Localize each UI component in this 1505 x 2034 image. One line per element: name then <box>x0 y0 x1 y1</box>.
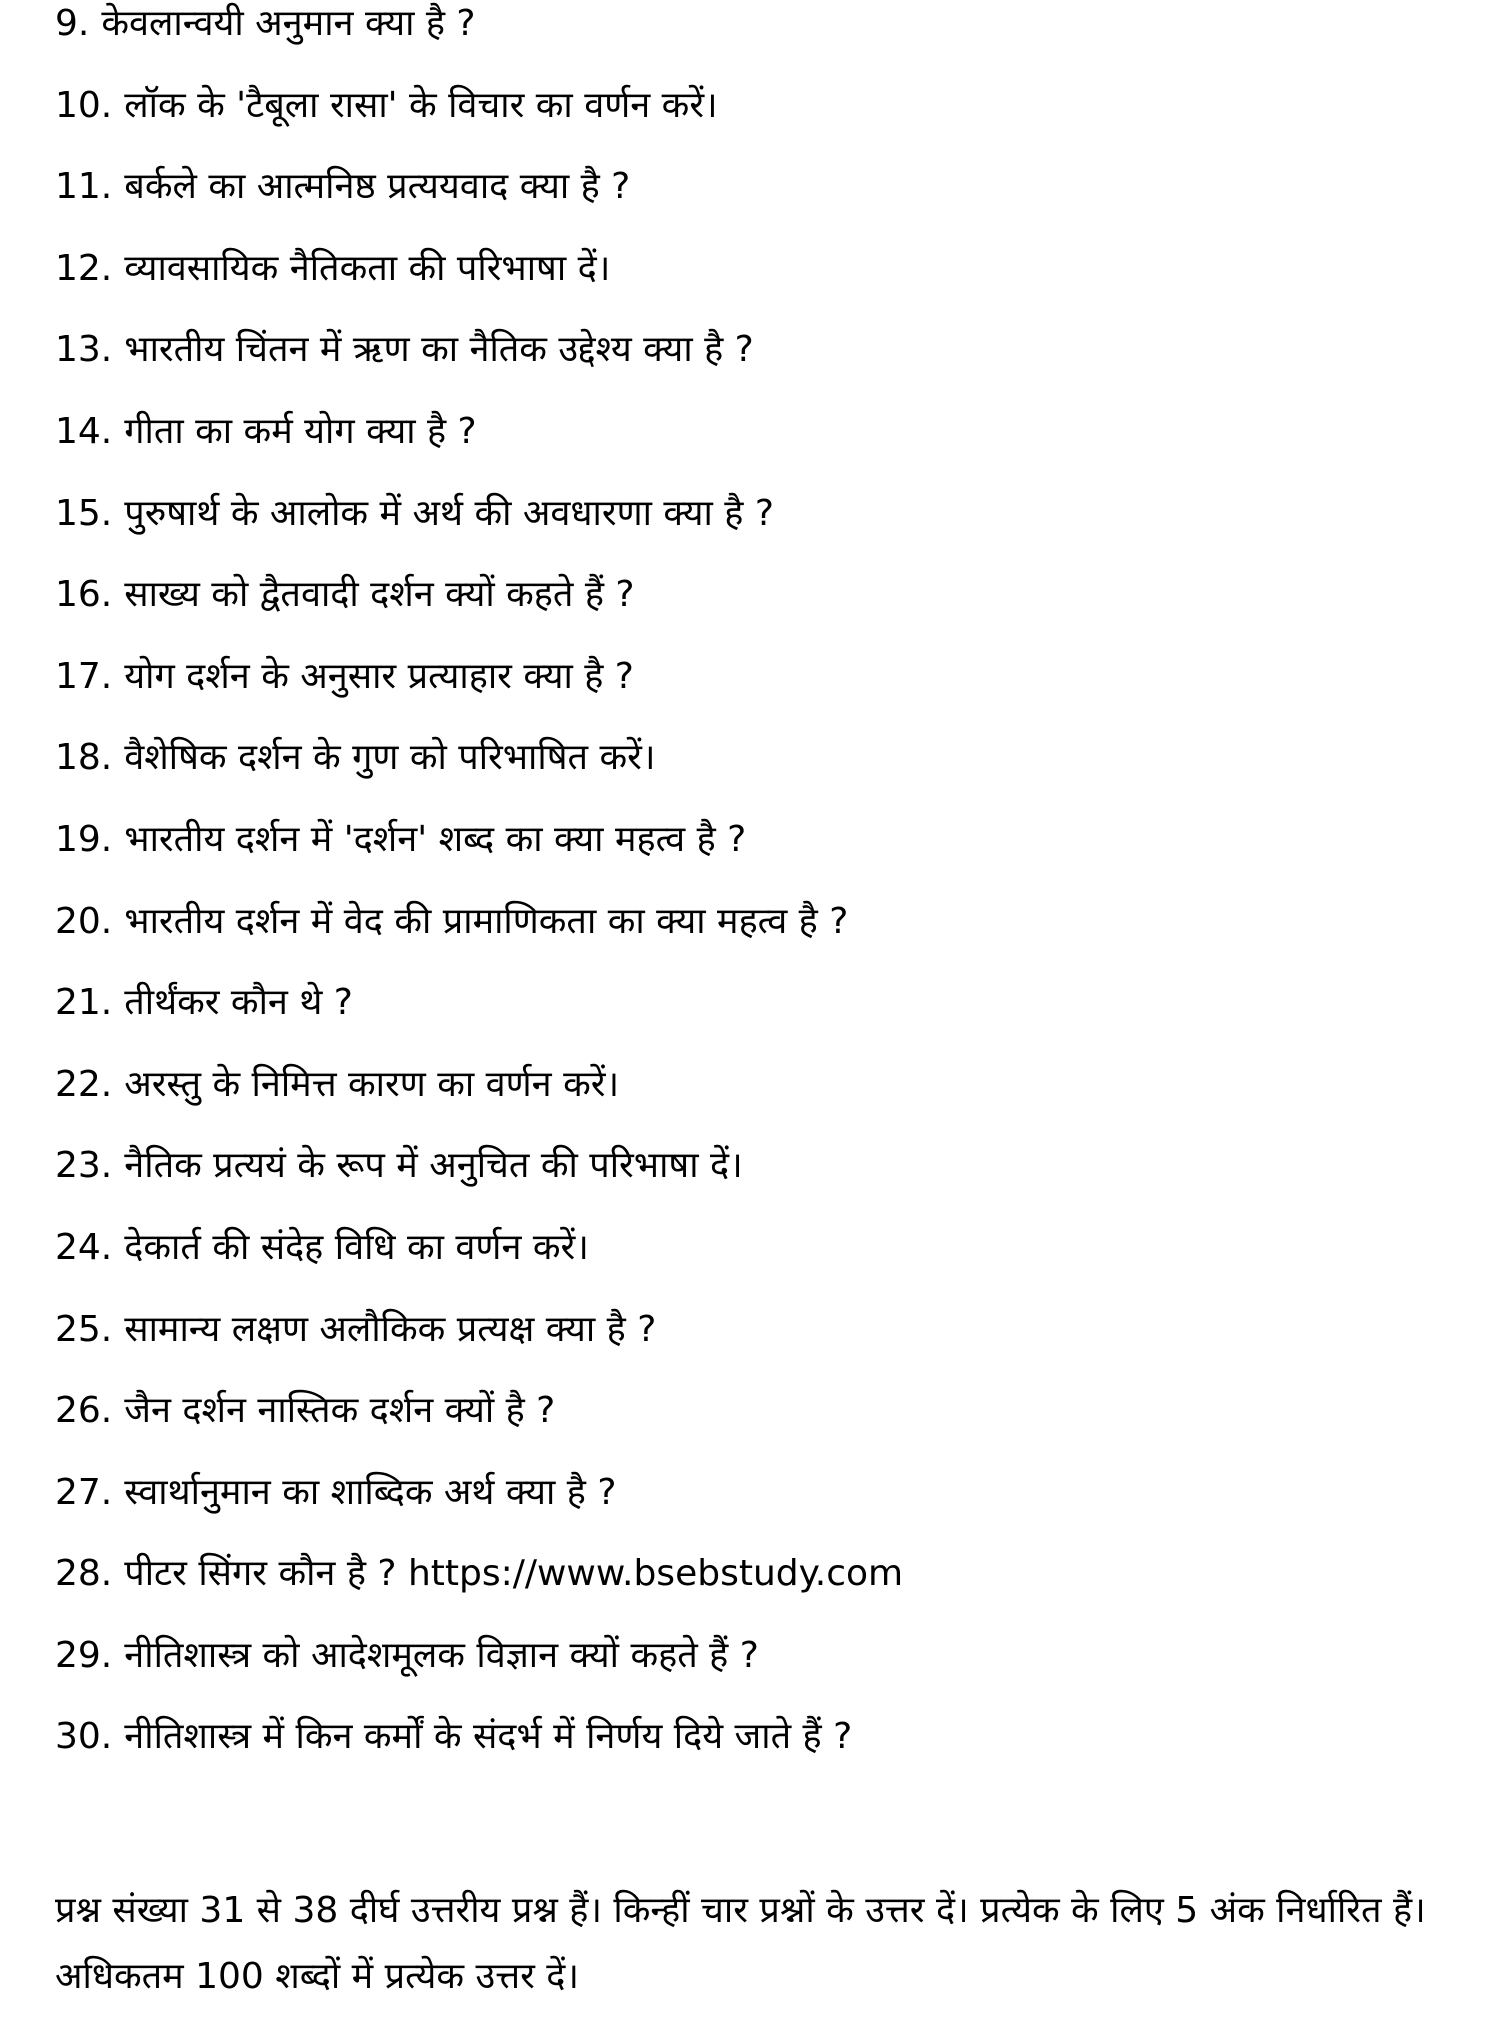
question-list <box>55 0 903 1778</box>
question-number: 28. <box>55 1553 113 1595</box>
question-item <box>55 1044 903 1126</box>
question-number: 27. <box>55 1471 113 1513</box>
question-item <box>55 473 903 555</box>
question-item <box>55 1207 903 1289</box>
question-number: 15. <box>55 492 113 534</box>
question-text: जैन दर्शन नास्तिक दर्शन क्यों है ? <box>124 1390 556 1432</box>
question-number: 30. <box>55 1716 113 1758</box>
question-text: साख्य को द्वैतवादी दर्शन क्यों कहते हैं ? <box>124 574 635 616</box>
question-item <box>55 228 903 310</box>
question-number: 29. <box>55 1634 113 1676</box>
question-number: 9. <box>55 3 90 44</box>
question-text: भारतीय दर्शन में 'दर्शन' शब्द का क्या महत्व है ? <box>124 818 747 860</box>
question-text: नीतिशास्त्र में किन कर्मों के संदर्भ में निर्णय दिये जाते हैं ? <box>124 1716 853 1758</box>
question-number: 11. <box>55 166 113 208</box>
question-number: 18. <box>55 737 113 779</box>
question-text: तीर्थंकर कौन थे ? <box>124 982 353 1024</box>
question-item <box>55 636 903 718</box>
question-item <box>55 962 903 1044</box>
question-text: स्वार्थानुमान का शाब्दिक अर्थ क्या है ? <box>124 1471 617 1513</box>
question-text: सामान्य लक्षण अलौकिक प्रत्यक्ष क्या है ? <box>124 1308 657 1350</box>
question-item <box>55 146 903 228</box>
question-item <box>55 309 903 391</box>
question-number: 19. <box>55 818 113 860</box>
question-number: 13. <box>55 329 113 371</box>
question-text: देकार्त की संदेह विधि का वर्णन करें। <box>124 1226 589 1268</box>
question-text: अरस्तु के निमित्त कारण का वर्णन करें। <box>124 1063 620 1105</box>
question-text: पुरुषार्थ के आलोक में अर्थ की अवधारणा क्या है ? <box>124 492 774 534</box>
question-item <box>55 391 903 473</box>
question-text: व्यावसायिक नैतिकता की परिभाषा दें। <box>124 247 611 289</box>
question-item <box>55 1125 903 1207</box>
question-item <box>55 1615 903 1697</box>
question-item <box>55 0 903 65</box>
question-number: 24. <box>55 1226 113 1268</box>
question-text: बर्कले का आत्मनिष्ठ प्रत्ययवाद क्या है ? <box>124 166 631 208</box>
question-item <box>55 1289 903 1371</box>
question-text: पीटर सिंगर कौन है ? https://www.bsebstudy.com <box>124 1553 904 1595</box>
question-item <box>55 1452 903 1534</box>
question-item <box>55 717 903 799</box>
question-text: केवलान्वयी अनुमान क्या है ? <box>101 3 476 44</box>
question-text: भारतीय चिंतन में ऋण का नैतिक उद्देश्य क्या है ? <box>124 329 754 371</box>
question-text: नीतिशास्त्र को आदेशमूलक विज्ञान क्यों कहते हैं ? <box>124 1634 759 1676</box>
question-text: गीता का कर्म योग क्या है ? <box>124 410 477 452</box>
question-number: 14. <box>55 410 113 452</box>
question-number: 10. <box>55 84 113 126</box>
question-item <box>55 799 903 881</box>
question-item <box>55 554 903 636</box>
question-text: भारतीय दर्शन में वेद की प्रामाणिकता का क्या महत्व है ? <box>124 900 849 942</box>
question-text: वैशेषिक दर्शन के गुण को परिभाषित करें। <box>124 737 656 779</box>
question-number: 22. <box>55 1063 113 1105</box>
question-number: 25. <box>55 1308 113 1350</box>
question-item <box>55 881 903 963</box>
question-item <box>55 65 903 147</box>
question-text: लॉक के 'टैबूला रासा' के विचार का वर्णन करें। <box>124 84 718 126</box>
question-item <box>55 1533 903 1615</box>
question-number: 23. <box>55 1145 113 1187</box>
question-number: 12. <box>55 247 113 289</box>
question-number: 26. <box>55 1390 113 1432</box>
question-number: 20. <box>55 900 113 942</box>
question-item <box>55 1696 903 1778</box>
question-number: 17. <box>55 655 113 697</box>
long-answer-instructions: प्रश्न संख्या 31 से 38 दीर्घ उत्तरीय प्रश्न हैं। किन्हीं चार प्रश्नों के उत्तर दें। प्रत्येक के लिए 5 अंक निर्धारित हैं। अधिकतम 100 शब्दों में प्रत्येक उत्तर दें। <box>55 1890 1426 1997</box>
question-text: योग दर्शन के अनुसार प्रत्याहार क्या है ? <box>124 655 634 697</box>
question-number: 21. <box>55 982 113 1024</box>
question-item <box>55 1370 903 1452</box>
question-text: नैतिक प्रत्ययं के रूप में अनुचित की परिभाषा दें। <box>124 1145 743 1187</box>
question-number: 16. <box>55 574 113 616</box>
